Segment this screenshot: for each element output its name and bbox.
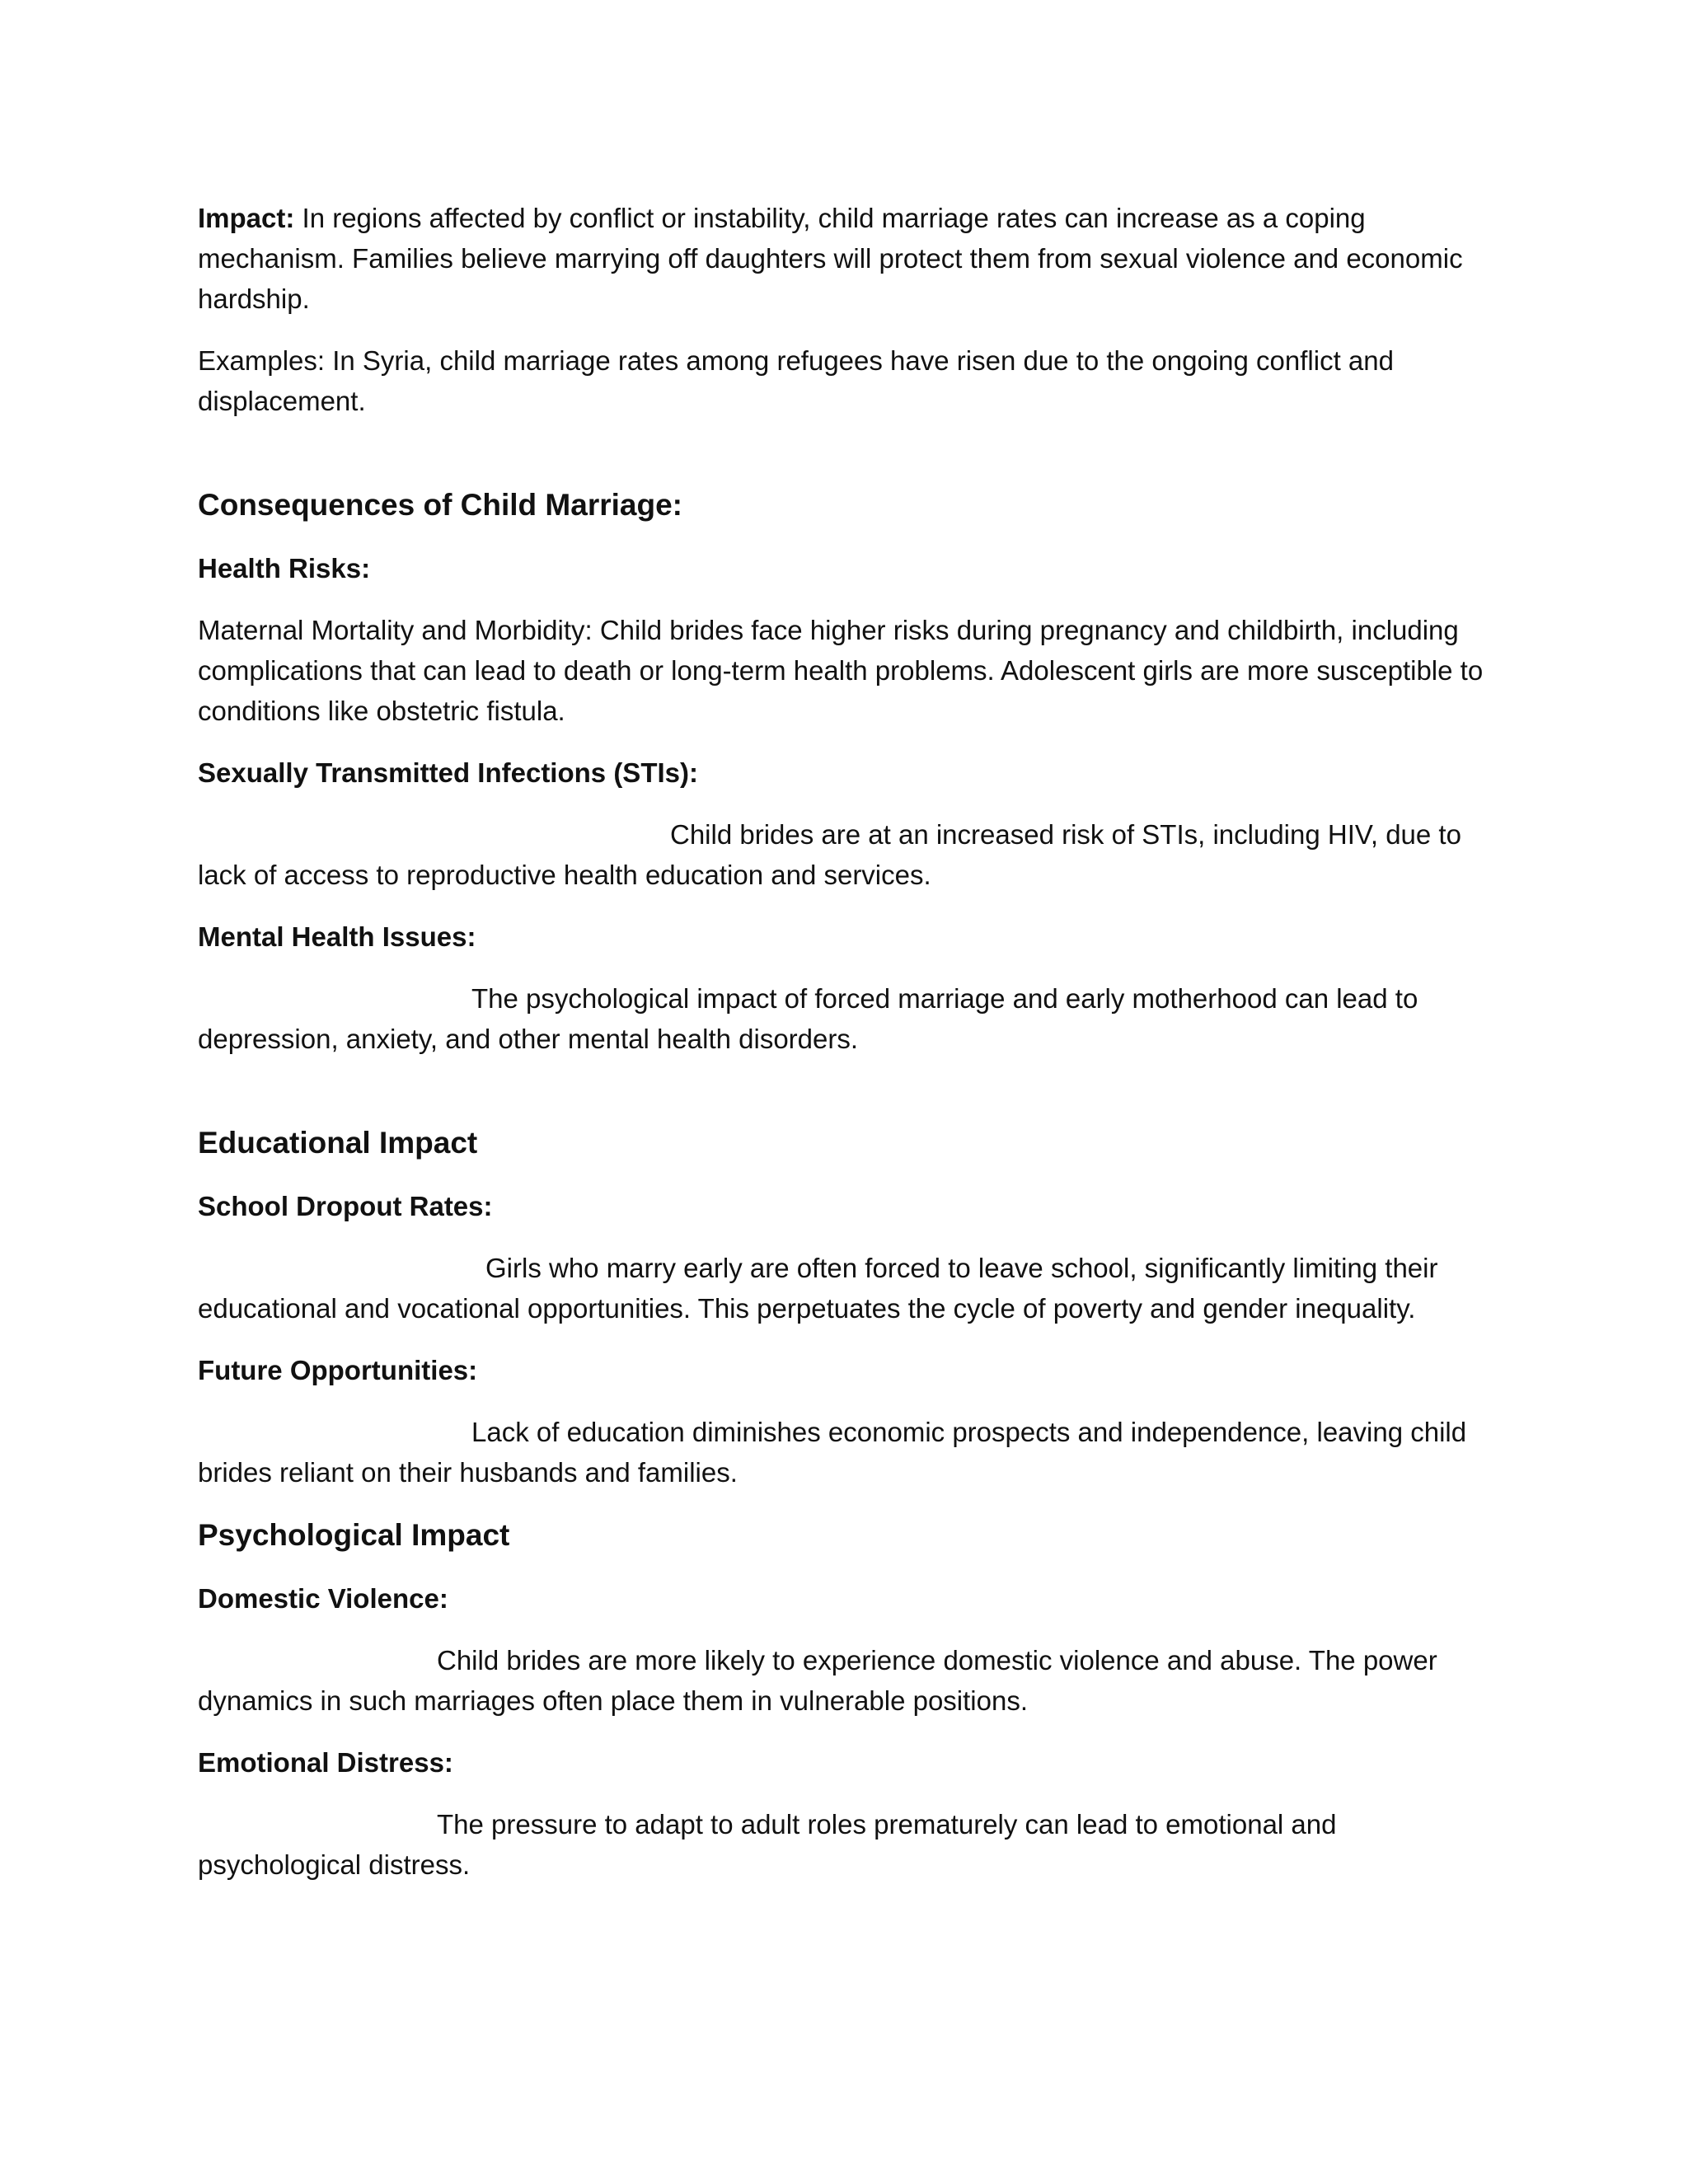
- maternal-mortality-paragraph: Maternal Mortality and Morbidity: Child brides face higher risks during pregnancy and childbirth, including complications that can lead to death or long-term health problems. Adolescent girls are more susceptible to conditions like obstetric fistula.: [198, 615, 1484, 726]
- document-page: [198, 198, 1500, 1885]
- mental-health-label: Mental Health Issues:: [198, 921, 476, 952]
- domestic-violence-label: Domestic Violence:: [198, 1583, 448, 1614]
- impact-label: Impact:: [198, 203, 295, 233]
- emotional-distress-paragraph: The pressure to adapt to adult roles prematurely can lead to emotional and psychological distress.: [198, 1809, 1337, 1880]
- emotional-distress-label: Emotional Distress:: [198, 1747, 453, 1778]
- examples-paragraph: Examples: In Syria, child marriage rates among refugees have risen due to the ongoing conflict and displacement.: [198, 345, 1394, 416]
- sti-label: Sexually Transmitted Infections (STIs):: [198, 757, 698, 788]
- health-risks-label: Health Risks:: [198, 553, 371, 583]
- impact-paragraph: [198, 198, 1500, 319]
- future-opportunities-paragraph: Lack of education diminishes economic prospects and independence, leaving child brides reliant on their husbands and families.: [198, 1417, 1467, 1488]
- consequences-heading: Consequences of Child Marriage:: [198, 488, 682, 522]
- school-dropout-paragraph: Girls who marry early are often forced to leave school, significantly limiting their educational and vocational opportunities. This perpetuates the cycle of poverty and gender inequality.: [198, 1253, 1438, 1324]
- sti-paragraph: Child brides are at an increased risk of STIs, including HIV, due to lack of access to reproductive health education and services.: [198, 819, 1461, 890]
- educational-impact-heading: Educational Impact: [198, 1126, 478, 1160]
- impact-text: In regions affected by conflict or instability, child marriage rates can increase as a coping mechanism. Families believe marrying off daughters will protect them from sexual violence and economic hardship.: [198, 203, 1463, 314]
- mental-health-paragraph: The psychological impact of forced marriage and early motherhood can lead to depression, anxiety, and other mental health disorders.: [198, 983, 1418, 1054]
- school-dropout-label: School Dropout Rates:: [198, 1191, 493, 1221]
- domestic-violence-paragraph: Child brides are more likely to experience domestic violence and abuse. The power dynamics in such marriages often place them in vulnerable positions.: [198, 1645, 1437, 1716]
- future-opportunities-label: Future Opportunities:: [198, 1355, 478, 1385]
- psychological-impact-heading: Psychological Impact: [198, 1518, 510, 1552]
